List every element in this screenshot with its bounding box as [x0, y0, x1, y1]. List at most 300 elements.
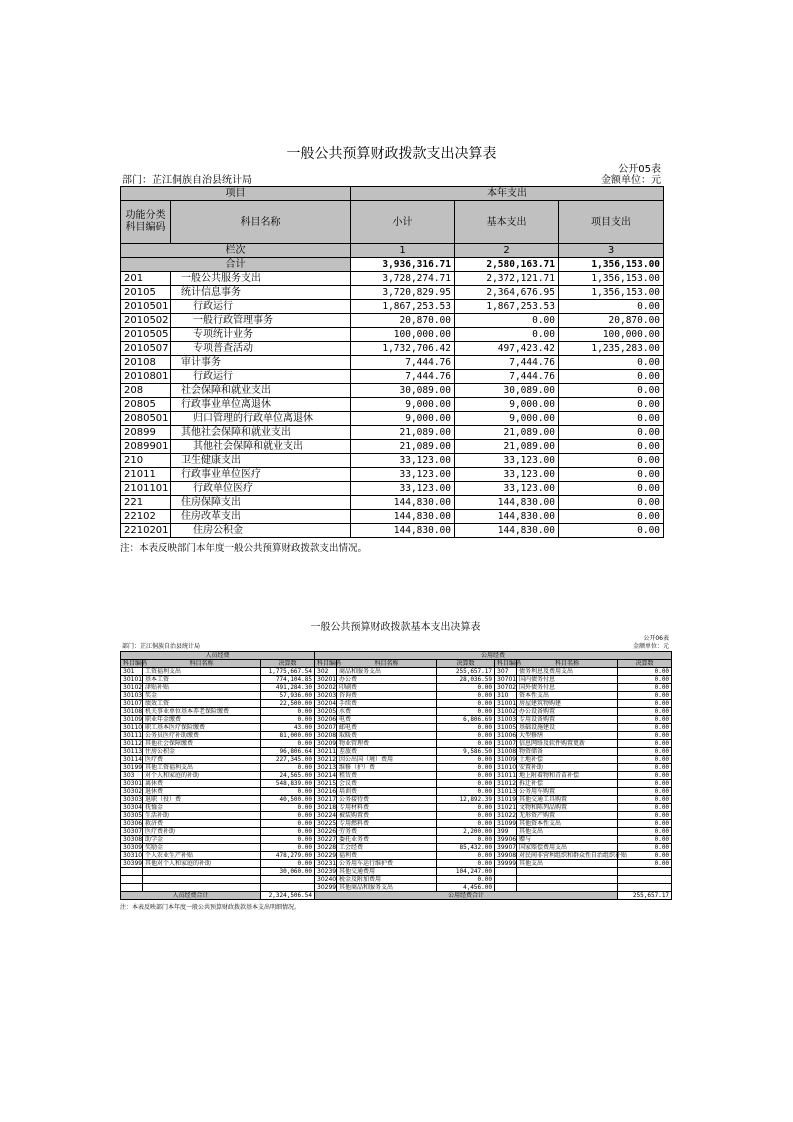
row-project: 0.00 [559, 496, 664, 510]
table-row [121, 356, 664, 370]
row-amount-2: 0.00 [437, 692, 495, 700]
row-amount-3: 0.00 [618, 668, 672, 676]
header-code-1: 科目编码 [121, 660, 143, 668]
row-amount-2: 2,200.00 [437, 828, 495, 836]
row-basic: 21,089.00 [455, 426, 559, 440]
row-name-1: 基本工资 [143, 676, 261, 684]
row-name-3: 债务利息及费用支出 [517, 668, 618, 676]
row-code: 21011 [121, 468, 171, 482]
row-name-3: 其他资本性支出 [517, 820, 618, 828]
table-row [121, 454, 664, 468]
row-name-2: 福利费 [337, 852, 437, 860]
row-amount-1: 0.00 [261, 860, 315, 868]
row-name: 归口管理的行政单位离退休 [171, 412, 351, 426]
row-basic: 2,372,121.71 [455, 272, 559, 286]
row-name-2: 邮电费 [337, 724, 437, 732]
table-row [121, 844, 672, 852]
row-amount-3 [618, 884, 672, 892]
table-row [121, 412, 664, 426]
total-subtotal: 3,936,316.71 [351, 258, 455, 272]
row-name-3: 国外债务付息 [517, 684, 618, 692]
row-amount-2: 255,657.17 [437, 668, 495, 676]
table-row [121, 772, 672, 780]
table2-dept: 部门：芷江侗族自治县统计局 [122, 643, 201, 650]
row-code-3: 31008 [495, 748, 517, 756]
row-name-3: 公务用车购置 [517, 788, 618, 796]
row-basic: 7,444.76 [455, 356, 559, 370]
row-name: 其他社会保障和就业支出 [171, 440, 351, 454]
row-amount-1: 0.00 [261, 812, 315, 820]
table-row [121, 836, 672, 844]
row-name-2: 水费 [337, 708, 437, 716]
row-code-1 [121, 884, 143, 892]
row-amount-2: 0.00 [437, 724, 495, 732]
row-amount-3: 0.00 [618, 780, 672, 788]
row-code-3 [495, 868, 517, 876]
row-code-1 [121, 876, 143, 884]
row-code-2: 30209 [315, 740, 337, 748]
row-basic: 497,423.42 [455, 342, 559, 356]
row-name-2: 其他商品和服务支出 [337, 884, 437, 892]
row-code: 2101101 [121, 482, 171, 496]
row-name-1: 其他对个人和家庭的补助 [143, 860, 261, 868]
row-code-2: 30207 [315, 724, 337, 732]
row-amount-2: 0.00 [437, 876, 495, 884]
row-project: 0.00 [559, 482, 664, 496]
table-row [121, 828, 672, 836]
row-amount-1: 22,500.00 [261, 700, 315, 708]
row-amount-2: 0.00 [437, 764, 495, 772]
row-code-2: 30202 [315, 684, 337, 692]
header-code: 功能分类科目编码 [121, 201, 171, 244]
table-row [121, 468, 664, 482]
row-name-2: 税金及附加费用 [337, 876, 437, 884]
row-amount-3: 0.00 [618, 772, 672, 780]
row-basic: 33,123.00 [455, 468, 559, 482]
row-amount-2: 0.00 [437, 804, 495, 812]
table-row [121, 496, 664, 510]
row-code-1: 303 [121, 772, 143, 780]
table-row [121, 510, 664, 524]
row-amount-1: 24,565.00 [261, 772, 315, 780]
row-basic: 144,830.00 [455, 510, 559, 524]
row-amount-1: 478,279.00 [261, 852, 315, 860]
header-code-3: 科目编码 [495, 660, 517, 668]
table-row [121, 740, 672, 748]
row-code: 201 [121, 272, 171, 286]
table1-header-row-2 [121, 201, 664, 244]
row-name-1: 住房公积金 [143, 748, 261, 756]
row-basic: 9,000.00 [455, 412, 559, 426]
total-label: 合计 [121, 258, 351, 272]
row-project: 0.00 [559, 384, 664, 398]
row-code-1: 301 [121, 668, 143, 676]
table1-meta-bottom [120, 175, 663, 186]
row-code-2: 30228 [315, 844, 337, 852]
row-code-2: 30227 [315, 836, 337, 844]
row-name-3: 房屋建筑物购建 [517, 700, 618, 708]
row-name-3 [517, 876, 618, 884]
row-amount-1: 43.00 [261, 724, 315, 732]
row-name-3: 安置补助 [517, 764, 618, 772]
row-amount-3: 0.00 [618, 820, 672, 828]
row-name-2: 咨询费 [337, 692, 437, 700]
row-subtotal: 7,444.76 [351, 370, 455, 384]
header-col3: 3 [559, 244, 664, 258]
row-code: 221 [121, 496, 171, 510]
row-code-1: 30308 [121, 836, 143, 844]
row-name-1: 奖金 [143, 692, 261, 700]
table2-total-row [121, 892, 672, 900]
row-amount-1: 0.00 [261, 716, 315, 724]
row-name: 住房改革支出 [171, 510, 351, 524]
table-row [121, 700, 672, 708]
row-name-2: 会议费 [337, 780, 437, 788]
row-code-3: 31001 [495, 700, 517, 708]
row-code-3: 399 [495, 828, 517, 836]
row-code-2: 302 [315, 668, 337, 676]
table1-unit: 金额单位：元 [601, 175, 661, 186]
row-amount-1 [261, 876, 315, 884]
row-name-1: 其他工资福利支出 [143, 764, 261, 772]
table2-meta-bottom [120, 643, 671, 651]
row-subtotal: 3,720,829.95 [351, 286, 455, 300]
public-total-value: 255,657.17 [618, 892, 672, 900]
row-name-3: 专用设备购置 [517, 716, 618, 724]
budget-expenditure-table-section [120, 144, 663, 554]
row-subtotal: 33,123.00 [351, 468, 455, 482]
row-amount-2: 0.00 [437, 700, 495, 708]
row-code-3: 31005 [495, 724, 517, 732]
row-name-2: 工会经费 [337, 844, 437, 852]
row-amount-3: 0.00 [618, 812, 672, 820]
row-project: 0.00 [559, 370, 664, 384]
row-basic: 144,830.00 [455, 496, 559, 510]
row-amount-2: 0.00 [437, 756, 495, 764]
row-name-1: 绩效工资 [143, 700, 261, 708]
table-row [121, 272, 664, 286]
row-code-3 [495, 876, 517, 884]
row-code-1: 30102 [121, 684, 143, 692]
header-col1: 1 [351, 244, 455, 258]
row-project: 0.00 [559, 524, 664, 538]
row-amount-3: 0.00 [618, 684, 672, 692]
row-basic: 0.00 [455, 314, 559, 328]
row-amount-1: 548,839.00 [261, 780, 315, 788]
personnel-total-value: 2,324,506.54 [261, 892, 315, 900]
row-amount-1: 0.00 [261, 788, 315, 796]
table-row [121, 328, 664, 342]
row-amount-2: 0.00 [437, 780, 495, 788]
row-name-3: 土地补偿 [517, 756, 618, 764]
row-name-2: 租赁费 [337, 772, 437, 780]
row-name-2: 取暖费 [337, 732, 437, 740]
row-code-2: 30204 [315, 700, 337, 708]
header-code-2: 科目编码 [315, 660, 337, 668]
row-name-3: 对民间非营利组织和群众性自治组织补贴 [517, 852, 618, 860]
table1-title: 一般公共预算财政拨款支出决算表 [286, 146, 497, 162]
row-name-3: 其他支出 [517, 860, 618, 868]
table-row [121, 788, 672, 796]
row-subtotal: 21,089.00 [351, 426, 455, 440]
row-code: 2010801 [121, 370, 171, 384]
row-code-2: 30226 [315, 828, 337, 836]
row-name-1 [143, 876, 261, 884]
row-amount-3: 0.00 [618, 700, 672, 708]
row-basic: 7,444.76 [455, 370, 559, 384]
table-row [121, 440, 664, 454]
row-name-1: 离休费 [143, 780, 261, 788]
row-name: 行政单位医疗 [171, 482, 351, 496]
table-row [121, 748, 672, 756]
table2-note: 注：本表反映部门本年度一般公共预算财政拨款基本支出明细情况。 [120, 904, 301, 911]
row-amount-3: 0.00 [618, 804, 672, 812]
row-amount-2: 0.00 [437, 852, 495, 860]
row-project: 0.00 [559, 468, 664, 482]
row-amount-2: 104,247.00 [437, 868, 495, 876]
row-name-2: 被装购置费 [337, 812, 437, 820]
row-name-1: 助学金 [143, 836, 261, 844]
row-name-1: 医疗费 [143, 756, 261, 764]
row-name-2: 其他交通费用 [337, 868, 437, 876]
row-name-2: 办公费 [337, 676, 437, 684]
row-code-3 [495, 884, 517, 892]
row-code-1: 30305 [121, 812, 143, 820]
row-code-3: 31009 [495, 756, 517, 764]
row-name-1: 其他社会保障缴费 [143, 740, 261, 748]
table-row [121, 708, 672, 716]
row-basic: 33,123.00 [455, 454, 559, 468]
row-code-1: 30307 [121, 828, 143, 836]
row-code-3: 307 [495, 668, 517, 676]
table-row [121, 676, 672, 684]
row-code-1: 30309 [121, 844, 143, 852]
row-name: 专项统计业务 [171, 328, 351, 342]
row-basic: 33,123.00 [455, 482, 559, 496]
row-name-2: 印刷费 [337, 684, 437, 692]
row-code-3: 31010 [495, 764, 517, 772]
row-code-1: 30399 [121, 860, 143, 868]
row-code: 2010505 [121, 328, 171, 342]
row-amount-1: 0.00 [261, 844, 315, 852]
row-basic: 30,089.00 [455, 384, 559, 398]
row-code-1: 30111 [121, 732, 143, 740]
row-basic: 21,089.00 [455, 440, 559, 454]
row-name-1: 奖励金 [143, 844, 261, 852]
row-amount-3: 0.00 [618, 692, 672, 700]
header-project: 项目 [121, 187, 351, 201]
row-amount-3: 0.00 [618, 788, 672, 796]
row-subtotal: 21,089.00 [351, 440, 455, 454]
row-code: 20899 [121, 426, 171, 440]
row-code-2: 30239 [315, 868, 337, 876]
row-project: 100,000.00 [559, 328, 664, 342]
row-code-1: 30310 [121, 852, 143, 860]
row-name: 其他社会保障和就业支出 [171, 426, 351, 440]
row-amount-1: 774,104.85 [261, 676, 315, 684]
table1-meta-top [120, 164, 663, 175]
table-row [121, 668, 672, 676]
table1-total-row [121, 258, 664, 272]
row-name-1: 个人农业生产补贴 [143, 852, 261, 860]
table-row [121, 314, 664, 328]
row-project: 0.00 [559, 356, 664, 370]
row-subtotal: 20,870.00 [351, 314, 455, 328]
row-code-2: 30203 [315, 692, 337, 700]
row-amount-2: 0.00 [437, 812, 495, 820]
row-name: 行政运行 [171, 370, 351, 384]
row-project: 0.00 [559, 398, 664, 412]
table1-header-row-1 [121, 187, 664, 201]
table1-form-code: 公开05表 [618, 164, 661, 175]
row-code-1: 30112 [121, 740, 143, 748]
row-code-2: 30217 [315, 796, 337, 804]
header-project-exp: 项目支出 [559, 201, 664, 244]
row-code-1: 30107 [121, 700, 143, 708]
row-basic: 1,867,253.53 [455, 300, 559, 314]
row-name-3: 信息网络及软件购置更新 [517, 740, 618, 748]
row-code: 2080501 [121, 412, 171, 426]
row-amount-3: 0.00 [618, 764, 672, 772]
row-subtotal: 33,123.00 [351, 454, 455, 468]
row-amount-1: 30,060.00 [261, 868, 315, 876]
row-name-2: 维修（护）费 [337, 764, 437, 772]
row-amount-3: 0.00 [618, 732, 672, 740]
row-amount-2: 0.00 [437, 740, 495, 748]
row-amount-2: 12,892.39 [437, 796, 495, 804]
row-project: 0.00 [559, 440, 664, 454]
row-amount-3: 0.00 [618, 724, 672, 732]
header-col-no: 栏次 [121, 244, 351, 258]
row-subtotal: 9,000.00 [351, 398, 455, 412]
row-amount-2: 0.00 [437, 836, 495, 844]
row-name-1: 公务员医疗补助缴费 [143, 732, 261, 740]
row-name-1: 津贴补贴 [143, 684, 261, 692]
row-code-2: 30231 [315, 860, 337, 868]
row-code-3: 31006 [495, 732, 517, 740]
table2-title: 一般公共预算财政拨款基本支出决算表 [310, 622, 481, 633]
header-personnel: 人员经费 [121, 652, 315, 660]
row-code-1: 30306 [121, 820, 143, 828]
table2-meta-top [120, 635, 671, 643]
row-code-2: 30215 [315, 780, 337, 788]
row-amount-2: 28,036.59 [437, 676, 495, 684]
table-row [121, 820, 672, 828]
row-amount-2: 0.00 [437, 820, 495, 828]
row-code-3: 310 [495, 692, 517, 700]
row-project: 1,356,153.00 [559, 272, 664, 286]
row-code-2: 30225 [315, 820, 337, 828]
table1-header-row-3 [121, 244, 664, 258]
row-name: 住房保障支出 [171, 496, 351, 510]
row-name: 一般行政管理事务 [171, 314, 351, 328]
row-amount-2: 6,806.69 [437, 716, 495, 724]
row-amount-2: 4,456.00 [437, 884, 495, 892]
row-amount-1: 227,345.00 [261, 756, 315, 764]
row-name: 住房公积金 [171, 524, 351, 538]
row-amount-2: 9,586.50 [437, 748, 495, 756]
row-name-1: 对个人和家庭的补助 [143, 772, 261, 780]
row-code: 2010501 [121, 300, 171, 314]
row-code-2: 30205 [315, 708, 337, 716]
row-code: 210 [121, 454, 171, 468]
row-name-3: 文物和陈列品购置 [517, 804, 618, 812]
row-code-3: 39906 [495, 836, 517, 844]
table-row [121, 812, 672, 820]
row-name-3 [517, 868, 618, 876]
table-row [121, 724, 672, 732]
row-basic: 9,000.00 [455, 398, 559, 412]
row-name-3: 大型修缮 [517, 732, 618, 740]
row-name-3 [517, 884, 618, 892]
row-subtotal: 7,444.76 [351, 356, 455, 370]
row-amount-1: 0.00 [261, 820, 315, 828]
row-name-2: 专用材料费 [337, 804, 437, 812]
row-subtotal: 100,000.00 [351, 328, 455, 342]
row-code-1: 30109 [121, 716, 143, 724]
row-code: 20805 [121, 398, 171, 412]
table2-unit: 金额单位：元 [632, 643, 669, 650]
row-code-3: 39907 [495, 844, 517, 852]
row-name-2: 公务接待费 [337, 796, 437, 804]
row-amount-2: 0.00 [437, 860, 495, 868]
row-code-2: 30229 [315, 852, 337, 860]
table-row [121, 684, 672, 692]
row-subtotal: 1,867,253.53 [351, 300, 455, 314]
row-amount-1: 0.00 [261, 764, 315, 772]
table-row [121, 884, 672, 892]
row-amount-2: 85,432.00 [437, 844, 495, 852]
row-code: 2210201 [121, 524, 171, 538]
row-subtotal: 33,123.00 [351, 482, 455, 496]
row-subtotal: 144,830.00 [351, 496, 455, 510]
public-total-label: 公用经费合计 [315, 892, 618, 900]
row-basic: 2,364,676.95 [455, 286, 559, 300]
total-project: 1,356,153.00 [559, 258, 664, 272]
row-code-3: 30702 [495, 684, 517, 692]
row-name-1: 工资福利支出 [143, 668, 261, 676]
row-code-2: 30206 [315, 716, 337, 724]
row-name-3: 其他交通工具购置 [517, 796, 618, 804]
table-row [121, 860, 672, 868]
row-code-2: 30216 [315, 788, 337, 796]
row-code-3: 31099 [495, 820, 517, 828]
row-name-1: 职业年金缴费 [143, 716, 261, 724]
row-code-3: 39999 [495, 860, 517, 868]
row-name-2: 委托业务费 [337, 836, 437, 844]
row-name-3: 资本性支出 [517, 692, 618, 700]
row-name-1: 机关事业单位基本养老保险缴费 [143, 708, 261, 716]
row-name-2: 公务用车运行维护费 [337, 860, 437, 868]
table-row [121, 732, 672, 740]
row-name-2: 劳务费 [337, 828, 437, 836]
header-name-1: 科目名称 [143, 660, 261, 668]
row-name-2: 电费 [337, 716, 437, 724]
row-code-2: 30214 [315, 772, 337, 780]
row-amount-1: 0.00 [261, 836, 315, 844]
row-name-3: 其他支出 [517, 828, 618, 836]
row-name-3: 物资储备 [517, 748, 618, 756]
header-current-year: 本年支出 [351, 187, 664, 201]
row-code-3: 31003 [495, 716, 517, 724]
row-code-3: 31013 [495, 788, 517, 796]
row-code-1: 30103 [121, 692, 143, 700]
row-name-1: 抚恤金 [143, 804, 261, 812]
row-code-3: 39908 [495, 852, 517, 860]
row-code-3: 31002 [495, 708, 517, 716]
row-code-1: 30301 [121, 780, 143, 788]
table-row [121, 780, 672, 788]
